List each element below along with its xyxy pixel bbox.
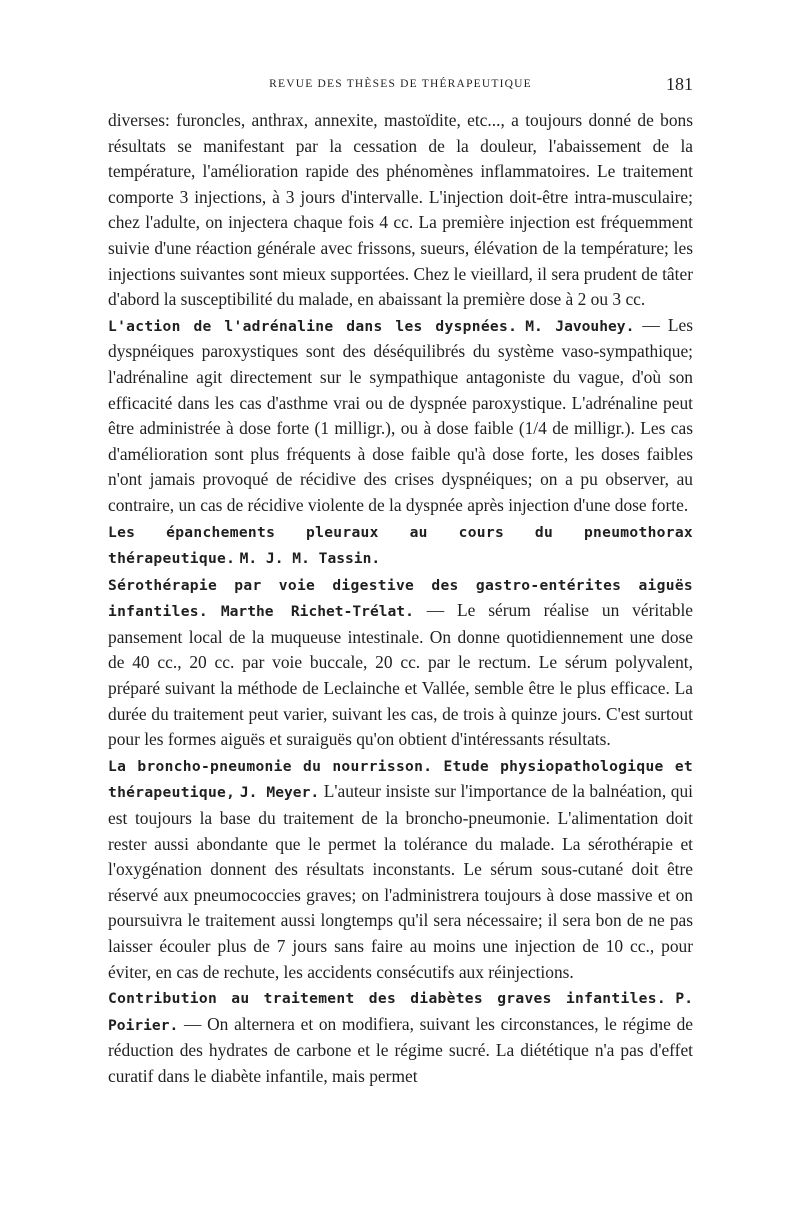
thesis-entry-adrenaline	[108, 313, 693, 519]
entry-author: J. Meyer.	[239, 784, 320, 802]
page	[108, 68, 693, 1090]
entry-text: — Le sérum réalise un véritable pansement local de la muqueuse intestinale. On donne quotidiennement une dose de 40 cc., 20 cc. par voie buccale, 20 cc. par le rectum. Le sérum polyvalent, préparé suivant la méthode de Leclainche et Vallée, semble être le plus efficace. La durée du traitement peut varier, suivant les cas, de trois à quinze jours. C'est surtout pour les formes aiguës et suraiguës qu'on obtient d'intéressants résultats.	[108, 600, 694, 750]
entry-author: P. Poirier.	[108, 990, 693, 1034]
entry-title: L'action de l'adrénaline dans les dyspnées.	[108, 317, 518, 335]
entry-author: M. J. M. Tassin.	[239, 550, 381, 568]
entry-text: — Les dyspnéiques paroxystiques sont des déséquilibrés du système vaso-sympathique; l'adrénaline agit directement sur le sympathique antagoniste du vague, d'où son efficacité dans les cas d'asthme vrai ou de dyspnée paroxystique. L'adrénaline peut être administrée à dose forte (1 milligr.), ou à dose faible (1/4 de milligr.). Les cas d'amélioration sont plus fréquents à dose faible qu'à dose forte, les doses faibles n'ont jamais provoqué de récidive des crises dyspnéiques; on a pu observer, au contraire, un cas de récidive violente de la dyspnée après injection d'une dose forte.	[108, 314, 693, 515]
running-title: REVUE DES THÈSES DE THÉRAPEUTIQUE	[269, 78, 532, 90]
entry-title: Sérothérapie par voie digestive des gastro-entérites aiguës infantiles.	[108, 576, 693, 621]
entry-text: — On alternera et on modifiera, suivant les circonstances, le régime de réduction des hydrates de carbone et le régime sucré. La diététique n'a pas d'effet curatif dans le diabète infantile, mais permet	[108, 1013, 693, 1086]
entry-author: M. Javouhey.	[525, 317, 635, 335]
page-number: 181	[666, 74, 693, 94]
thesis-entry-bronchopneumonia	[108, 753, 693, 985]
entry-title: La broncho-pneumonie du nourrisson. Etude physiopathologique et thérapeutique,	[108, 757, 693, 802]
continuation-paragraph: diverses: furoncles, anthrax, annexite, mastoïdite, etc..., a toujours donné de bons résultats se manifestant par la cessation de la douleur, l'abaissement de la température, l'amélioration rapide des phénomènes inflammatoires. Le traitement comporte 3 injections, à 3 jours d'intervalle. L'injection doit-être intra-musculaire; chez l'adulte, on injectera chaque fois 4 cc. La première injection est fréquemment suivie d'une réaction générale avec frissons, sueurs, élévation de la température; les injections suivantes sont mieux supportées. Chez le vieillard, il sera prudent de tâter d'abord la susceptibilité du malade, en abaissant la première dose à 2 ou 3 cc.	[108, 110, 693, 310]
running-head	[108, 68, 693, 108]
thesis-entry-pleural-effusions	[108, 519, 693, 572]
entry-title: Les épanchements pleuraux au cours du pneumothorax thérapeutique.	[108, 523, 693, 568]
body-text	[108, 108, 693, 1090]
thesis-entry-diabetes	[108, 985, 693, 1089]
thesis-entry-serotherapy	[108, 572, 693, 753]
entry-title: Contribution au traitement des diabètes graves infantiles.	[108, 990, 666, 1008]
entry-text: L'auteur insiste sur l'importance de la balnéation, qui est toujours la base du traitement de la broncho-pneumonie. L'alimentation doit rester aussi abondante que le permet la tolérance du malade. La sérothérapie et l'oxygénation donnent des résultats inconstants. Le sérum sous-cutané doit être réservé aux pneumococcies graves; on l'administrera toujours à dose massive et on poursuivra le traitement aussi longtemps qu'il sera nécessaire; il sera bon de ne pas laisser écouler plus de 7 jours sans faire au moins une injection de 10 cc., pour éviter, en cas de rechute, les accidents consécutifs aux réinjections.	[108, 781, 694, 982]
entry-author: Marthe Richet-Trélat.	[220, 603, 414, 621]
